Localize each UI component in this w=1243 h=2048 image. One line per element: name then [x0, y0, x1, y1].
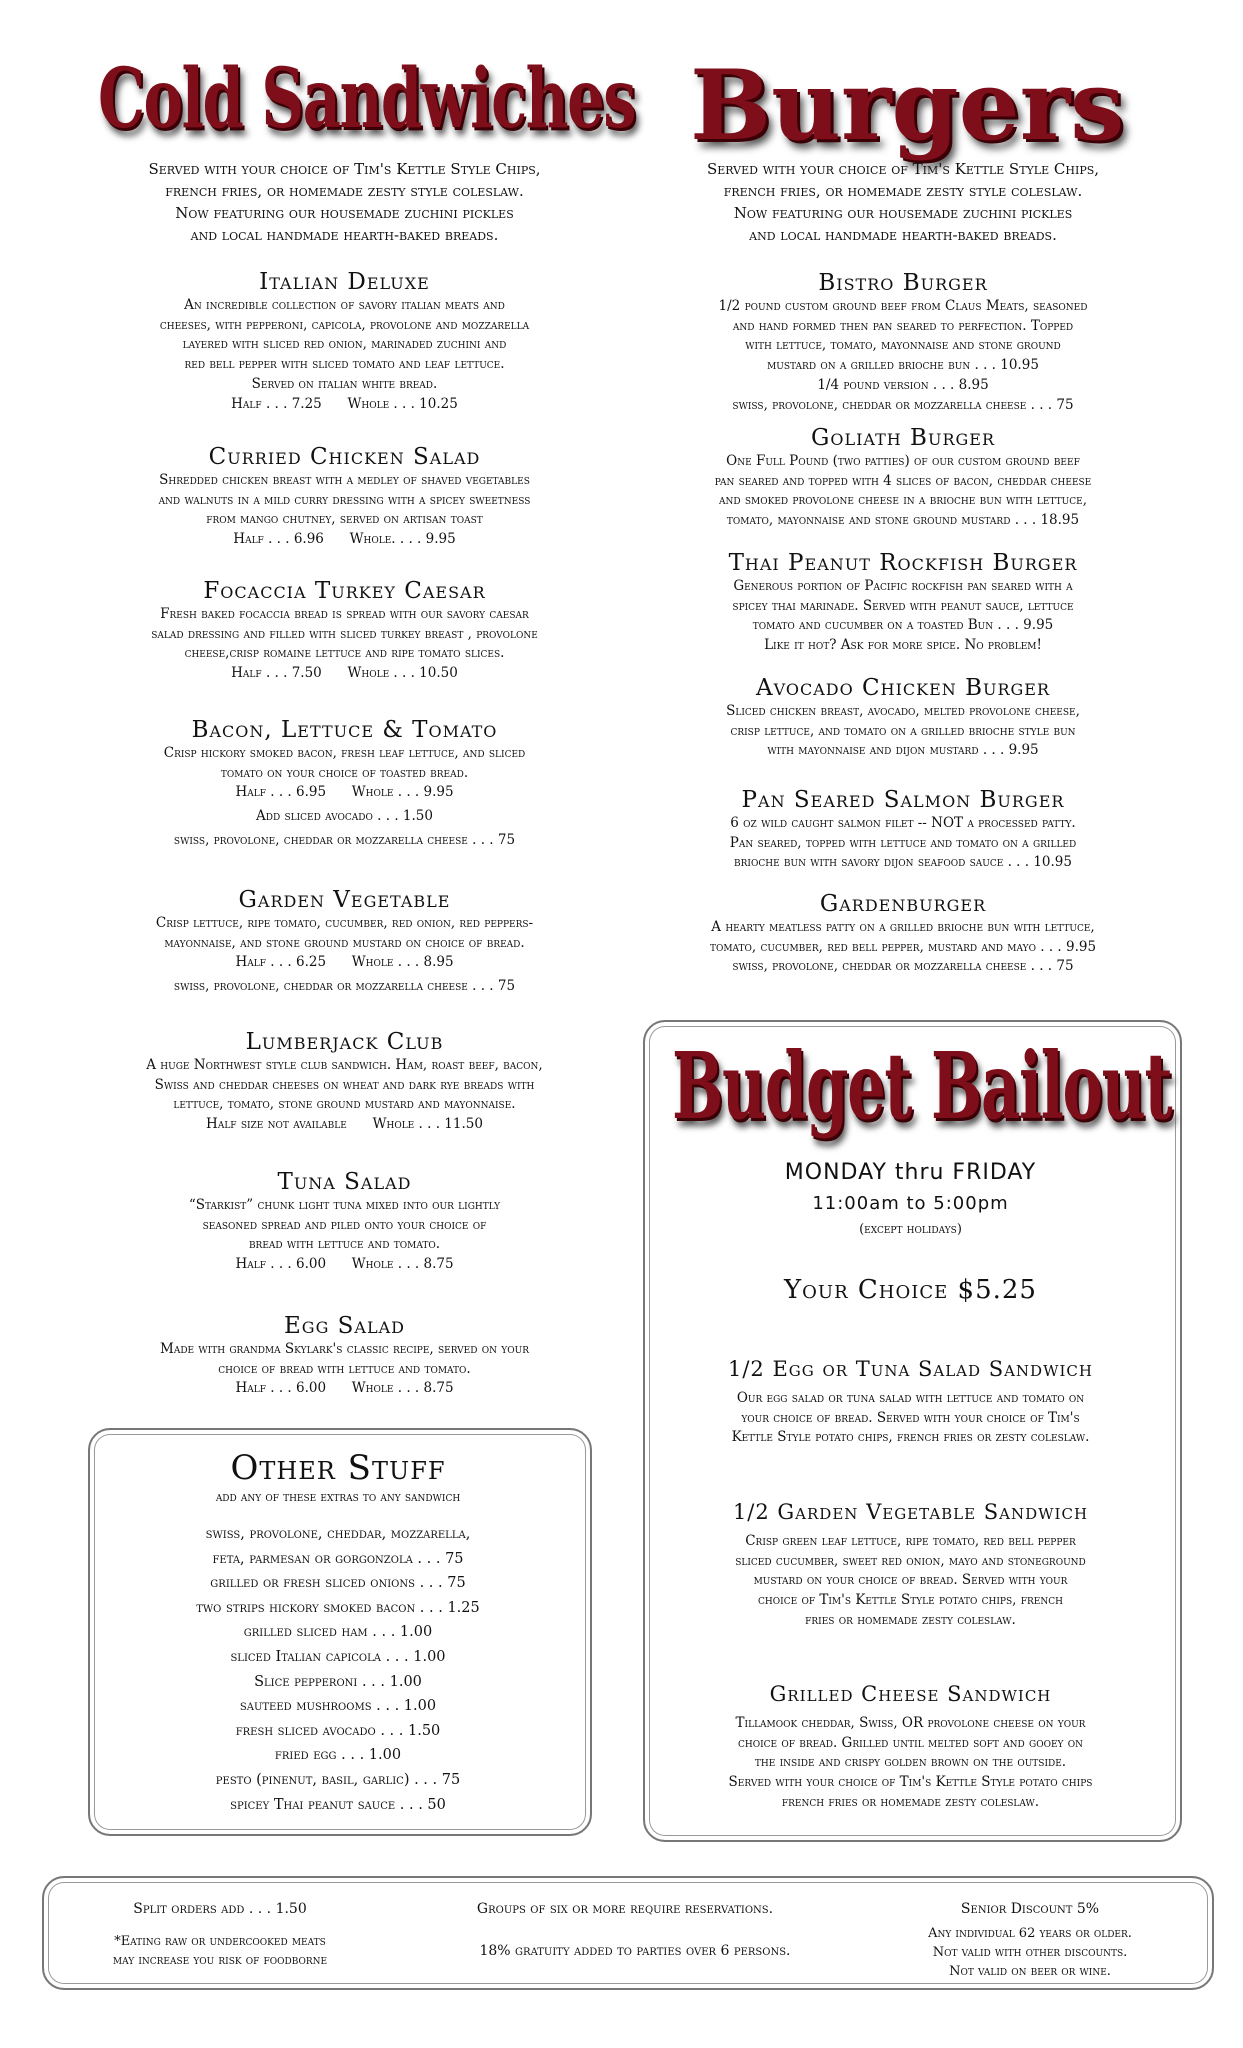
item-line: and walnuts in a mild curry dressing with a spicey sweetness [158, 491, 531, 508]
item-name: Italian Deluxe [259, 269, 430, 295]
menu-item-blt [62, 716, 627, 851]
item-price: Half . . . 6.00 Whole . . . 8.75 [235, 1380, 454, 1397]
item-line: pan seared and topped with 4 slices of bacon, cheddar cheese [714, 472, 1092, 489]
item-line: lettuce, tomato, stone ground mustard and mayonnaise. [173, 1096, 516, 1113]
item-price: Half . . . 6.25 Whole . . . 8.95 [235, 954, 454, 971]
item-line: Our egg salad or tuna salad with lettuce and tomato on [736, 1390, 1085, 1406]
budget-item-egg-tuna [643, 1355, 1178, 1448]
item-line: One Full Pound (two patties) of our custom ground beef [726, 453, 1080, 469]
budget-item-grilled-cheese [643, 1680, 1178, 1813]
menu-item-egg-salad [62, 1312, 627, 1399]
item-name: Garden Vegetable [238, 887, 451, 913]
item-line: seasoned spread and piled onto your choice of [202, 1216, 487, 1233]
burgers-intro-line: Now featuring our housemade zuchini pickles [733, 204, 1073, 222]
item-line: A huge Northwest style club sandwich. Ham, roast beef, bacon, [146, 1057, 543, 1073]
list-item: two strips hickory smoked bacon . . . 1.25 [196, 1599, 480, 1616]
list-item: fresh sliced avocado . . . 1.50 [235, 1722, 441, 1739]
item-line: brioche bun with savory dijon seafood sauce . . . 10.95 [734, 854, 1072, 871]
item-line: bread with lettuce and tomato. [248, 1236, 441, 1253]
budget-except: (except holidays) [859, 1222, 962, 1237]
budget-days: MONDAY thru FRIDAY [784, 1160, 1037, 1185]
other-stuff-list [88, 1522, 588, 1817]
item-name: Grilled Cheese Sandwich [769, 1682, 1052, 1706]
menu-item-thai-peanut-rockfish-burger [628, 549, 1178, 656]
item-price: Half . . . 7.25 Whole . . . 10.25 [231, 395, 458, 412]
item-line: with lettuce, tomato, mayonnaise and stone ground [745, 337, 1061, 354]
list-item: grilled or fresh sliced onions . . . 75 [210, 1575, 466, 1592]
menu-item-tuna-salad [62, 1168, 627, 1275]
senior-line: Not valid with other discounts. [932, 1945, 1128, 1960]
item-line: swiss, provolone, cheddar or mozzarella cheese . . . 75 [732, 396, 1074, 413]
burgers-intro-line: Served with your choice of Tim's Kettle Style Chips, [706, 160, 1100, 178]
item-line: Like it hot? Ask for more spice. No problem! [764, 637, 1042, 654]
senior-line: Any individual 62 years or older. [928, 1926, 1132, 1941]
burgers-intro-line: french fries, or homemade zesty style coleslaw. [723, 182, 1083, 200]
item-line: salad dressing and filled with sliced turkey breast , provolone [151, 625, 538, 642]
cold-intro-line: Served with your choice of Tim's Kettle Style Chips, [148, 160, 541, 178]
warning-line: may increase you risk of foodborne [112, 1953, 328, 1968]
list-item: Slice pepperoni . . . 1.00 [254, 1673, 422, 1690]
menu-item-focaccia-turkey-caesar [62, 577, 627, 684]
item-line: cheese,crisp romaine lettuce and ripe tomato slices. [184, 645, 505, 662]
item-line: red bell pepper with sliced tomato and leaf lettuce. [184, 356, 505, 373]
item-line: your choice of bread. Served with your choice of Tim's [741, 1409, 1080, 1426]
item-line: Crisp hickory smoked bacon, fresh leaf lettuce, and sliced [163, 745, 526, 761]
item-name: Goliath Burger [811, 425, 995, 451]
item-line: swiss, provolone, cheddar or mozzarella cheese . . . 75 [173, 831, 516, 848]
item-line: cheeses, with pepperoni, capicola, provolone and mozzarella [159, 316, 530, 333]
raw-meat-warning [60, 1932, 380, 1970]
item-line: Sliced chicken breast, avocado, melted provolone cheese, [726, 703, 1080, 719]
list-item: grilled sliced ham . . . 1.00 [243, 1624, 433, 1641]
list-item: sliced Italian capicola . . . 1.00 [230, 1648, 446, 1665]
item-line: Add sliced avocado . . . 1.50 [256, 808, 433, 825]
menu-item-lumberjack-club [62, 1028, 627, 1135]
budget-hours: 11:00am to 5:00pm [812, 1193, 1009, 1214]
item-line: tomato, cucumber, red bell pepper, mustard and mayo . . . 9.95 [709, 938, 1097, 955]
item-line: choice of Tim's Kettle Style potato chips, french [758, 1592, 1063, 1609]
item-line: 1/4 pound version . . . 8.95 [817, 376, 989, 393]
item-name: Egg Salad [284, 1313, 405, 1339]
item-name: Focaccia Turkey Caesar [203, 578, 486, 604]
item-price: Half . . . 7.50 Whole . . . 10.50 [231, 665, 458, 682]
item-line: tomato on your choice of toasted bread. [220, 764, 469, 781]
item-line: fries or homemade zesty coleslaw. [805, 1611, 1016, 1628]
item-name: Bistro Burger [818, 270, 988, 296]
gratuity-note: 18% gratuity added to parties over 6 persons. [479, 1943, 791, 1959]
list-item: feta, parmesan or gorgonzola . . . 75 [212, 1550, 464, 1567]
item-line: Shredded chicken breast with a medley of shaved vegetables [159, 472, 530, 488]
item-price: Half . . . 6.00 Whole . . . 8.75 [235, 1256, 454, 1273]
reservations-note: Groups of six or more require reservations. [476, 1901, 774, 1917]
list-item: sauteed mushrooms . . . 1.00 [239, 1698, 437, 1715]
senior-discount: Senior Discount 5% [960, 1901, 1100, 1917]
item-line: sliced cucumber, sweet red onion, mayo and stoneground [735, 1552, 1086, 1569]
item-line: Pan seared, topped with lettuce and tomato on a grilled [729, 834, 1077, 851]
item-name: Avocado Chicken Burger [755, 675, 1051, 701]
item-price: Half . . . 6.95 Whole . . . 9.95 [235, 784, 454, 801]
list-item: swiss, provolone, cheddar, mozzarella, [205, 1526, 471, 1542]
item-line: french fries or homemade zesty coleslaw. [781, 1793, 1040, 1810]
item-name: Thai Peanut Rockfish Burger [728, 550, 1078, 576]
item-line: layered with sliced red onion, marinaded zuchini and [182, 336, 507, 353]
menu-item-bistro-burger [628, 269, 1178, 415]
item-line: Crisp green leaf lettuce, ripe tomato, red bell pepper [745, 1533, 1076, 1549]
burgers-intro [628, 158, 1178, 246]
item-line: 1/2 pound custom ground beef from Claus Meats, seasoned [718, 298, 1088, 314]
list-item: fried egg . . . 1.00 [274, 1747, 402, 1764]
item-line: An incredible collection of savory italian meats and [184, 297, 505, 313]
item-line: Served on italian white bread. [251, 375, 438, 392]
item-line: Made with grandma Skylark's classic recipe, served on your [160, 1341, 529, 1357]
item-name: Pan Seared Salmon Burger [741, 787, 1065, 813]
budget-bailout-title: Budget Bailout [672, 1032, 1172, 1140]
list-item: spicey Thai peanut sauce . . . 50 [230, 1796, 446, 1813]
item-line: choice of bread. Grilled until melted soft and gooey on [737, 1734, 1084, 1751]
cold-intro-line: and local handmade hearth-baked breads. [190, 226, 499, 244]
burgers-title: Burgers [690, 49, 1125, 162]
item-line: “Starkist” chunk light tuna mixed into our lightly [188, 1197, 501, 1213]
item-line: A hearty meatless patty on a grilled brioche bun with lettuce, [711, 919, 1095, 935]
menu-item-avocado-chicken-burger [628, 674, 1178, 761]
item-line: tomato, mayonnaise and stone ground mustard . . . 18.95 [726, 512, 1080, 529]
item-line: spicey thai marinade. Served with peanut sauce, lettuce [732, 597, 1074, 614]
item-line: Generous portion of Pacific rockfish pan seared with a [733, 578, 1073, 594]
item-name: Lumberjack Club [245, 1029, 444, 1055]
list-item: pesto (pinenut, basil, garlic) . . . 75 [215, 1771, 461, 1788]
item-name: 1/2 Garden Vegetable Sandwich [732, 1500, 1089, 1524]
item-line: from mango chutney, served on artisan toast [206, 511, 483, 528]
item-line: 6 oz wild caught salmon filet -- NOT a processed patty. [730, 815, 1076, 831]
item-line: mustard on your choice of bread. Served with your [753, 1572, 1068, 1589]
item-line: with mayonnaise and dijon mustard . . . 9.95 [767, 742, 1039, 759]
item-name: Bacon, Lettuce & Tomato [191, 717, 498, 743]
split-orders: Split orders add . . . 1.50 [133, 1901, 307, 1917]
item-price: Half . . . 6.96 Whole. . . . 9.95 [233, 531, 456, 548]
item-line: Fresh baked focaccia bread is spread with our savory caesar [160, 606, 529, 622]
burgers-intro-line: and local handmade hearth-baked breads. [749, 226, 1057, 244]
budget-item-garden-vegetable [643, 1498, 1178, 1631]
item-line: crisp lettuce, and tomato on a grilled brioche style bun [730, 722, 1076, 739]
warning-line: *Eating raw or undercooked meats [114, 1934, 326, 1949]
item-line: Swiss and cheddar cheeses on wheat and dark rye breads with [154, 1076, 535, 1093]
item-name: Curried Chicken Salad [208, 444, 481, 470]
item-line: mayonnaise, and stone ground mustard on choice of bread. [164, 934, 525, 951]
item-line: Served with your choice of Tim's Kettle Style potato chips [728, 1774, 1093, 1791]
item-line: and smoked provolone cheese in a brioche bun with lettuce, [718, 492, 1087, 509]
cold-sandwiches-title: Cold Sandwiches [98, 51, 636, 147]
item-line: swiss, provolone, cheddar or mozzarella cheese . . . 75 [732, 958, 1074, 975]
item-line: the inside and crispy golden brown on the outside. [754, 1754, 1067, 1771]
item-line: Tillamook cheddar, Swiss, OR provolone cheese on your [735, 1715, 1086, 1731]
other-stuff-title: Other Stuff [230, 1448, 446, 1488]
menu-item-gardenburger [628, 890, 1178, 977]
item-line: tomato and cucumber on a toasted Bun . . . 9.95 [752, 617, 1054, 634]
senior-line: Not valid on beer or wine. [949, 1964, 1111, 1979]
menu-item-pan-seared-salmon-burger [628, 786, 1178, 873]
menu-item-italian-deluxe [62, 268, 627, 414]
cold-intro-line: Now featuring our housemade zuchini pickles [175, 204, 514, 222]
item-line: Kettle Style potato chips, french fries or zesty coleslaw. [731, 1429, 1090, 1446]
budget-price: Your Choice $5.25 [784, 1275, 1037, 1305]
item-line: Crisp lettuce, ripe tomato, cucumber, red onion, red peppers- [155, 915, 534, 931]
item-line: swiss, provolone, cheddar or mozzarella cheese . . . 75 [173, 978, 516, 995]
item-name: 1/2 Egg or Tuna Salad Sandwich [728, 1357, 1093, 1381]
other-stuff-subtitle: add any of these extras to any sandwich [215, 1490, 461, 1505]
menu-item-goliath-burger [628, 424, 1178, 531]
item-name: Gardenburger [819, 891, 987, 917]
item-line: mustard on a grilled brioche bun . . . 10.95 [767, 357, 1039, 374]
menu-item-curried-chicken-salad [62, 443, 627, 550]
item-price: Half size not available Whole . . . 11.50 [206, 1116, 483, 1133]
cold-intro-line: french fries, or homemade zesty style coleslaw. [165, 182, 524, 200]
item-line: choice of bread with lettuce and tomato. [218, 1360, 471, 1377]
item-line: and hand formed then pan seared to perfection. Topped [732, 317, 1074, 334]
item-name: Tuna Salad [277, 1169, 412, 1195]
cold-intro [62, 158, 627, 246]
menu-item-garden-vegetable [62, 886, 627, 997]
senior-discount-terms [880, 1924, 1180, 1981]
